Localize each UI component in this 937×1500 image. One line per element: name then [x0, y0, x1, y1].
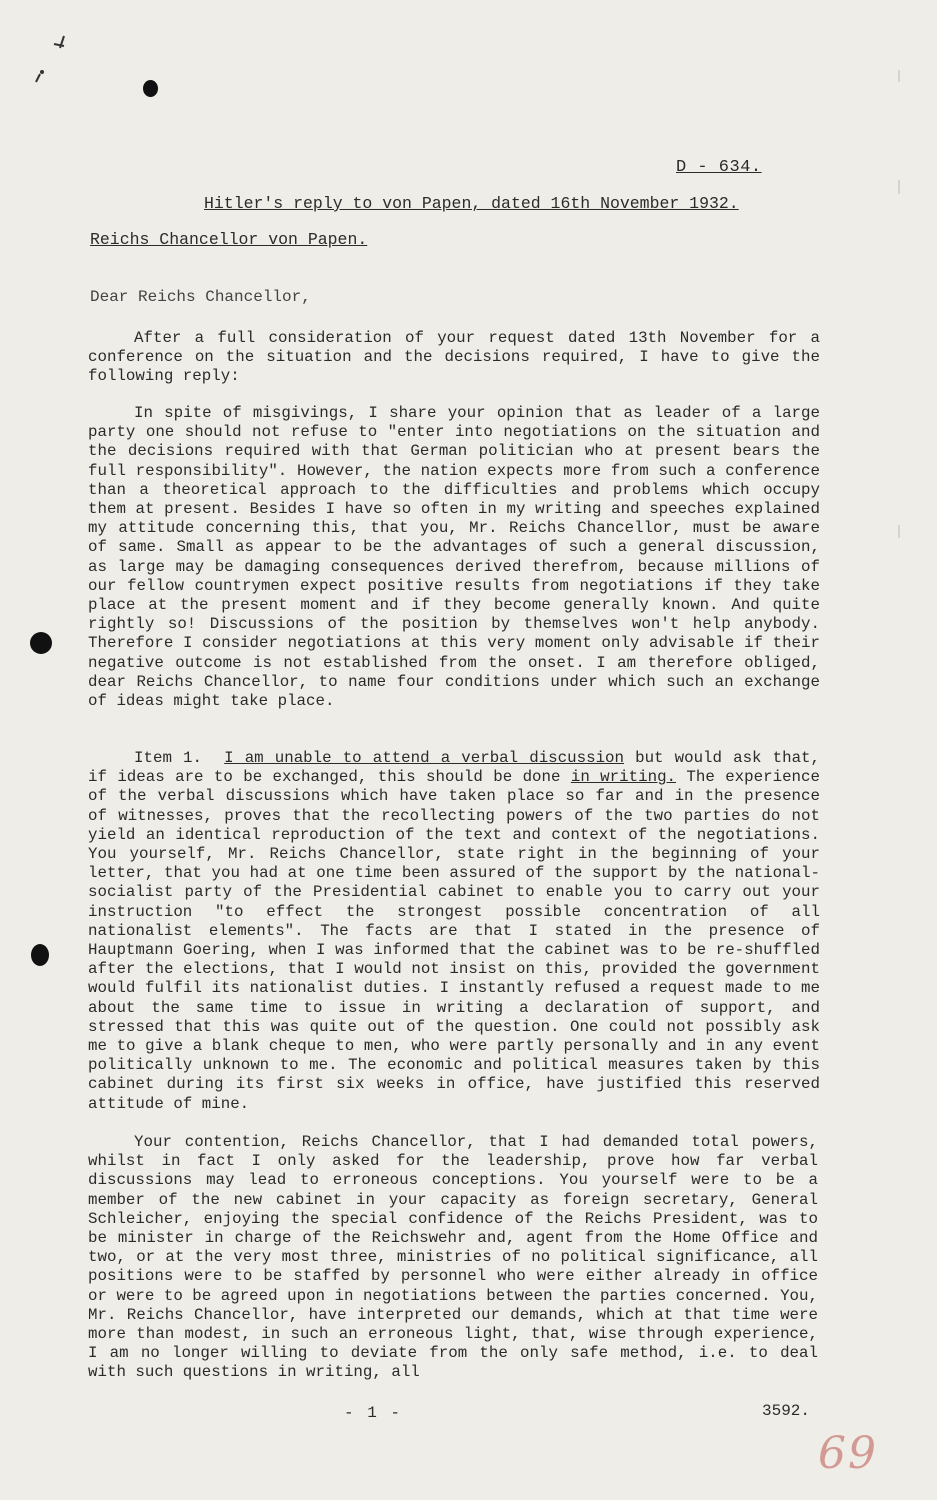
paragraph-text: The experience of the verbal discussions which have taken place so far and in the presence of witnesses, proves that the recollecting powers of the two parties do not yield an identical reproduction of the text and context of the negotiations. You yourself, Mr. Reichs Chancellor, state right in the beginning of your letter, that you had at one time been assured of the support by the national-socialist party of the Presidential cabinet to enable you to carry out your instruction "to effect the strongest possible concentration of all nationalist elements". The facts are that I stated in the presence of Hauptmann Goering, when I was informed that the cabinet was to be re-shuffled after the elections, that I would not insist on this, provided the government would fulfil its nationalist duties. I instantly refused a request made to me about the same time to issue in writing a declaration of support, and stressed that this was quite out of the question. One could not possibly ask me to give a blank cheque to men, who were partly personally and in any event politically unknown to me. The economic and political measures taken by this cabinet during its first six weeks in office, have justified this reserved attitude of mine.: [88, 768, 821, 1113]
item-label: Item 1.: [134, 749, 202, 767]
punch-hole: [143, 80, 158, 97]
paragraph-4: Your contention, Reichs Chancellor, that I had demanded total powers, whilst in fact I only asked for the leadership, prove how far verbal discussions may lead to erroneous conceptions. You yourself were to be a member of the new cabinet in your capacity as foreign secretary, General Schleicher, enjoying the special confidence of the Reichs President, was to be minister in charge of the Reichswehr and, agent from the Home Office and two, or at the very most three, ministries of no political significance, all positions were to be staffed by personnel who were either already in office or were to be agreed upon in negotiations between the parties concerned. You, Mr. Reichs Chancellor, have interpreted our demands, which at that time were more than modest, in such an erroneous light, that, wise through experience, I am no longer willing to deviate from the only safe method, i.e. to deal with such questions in writing, all: [88, 1133, 818, 1382]
document-title: Hitler's reply to von Papen, dated 16th November 1932.: [204, 194, 739, 213]
pencil-mark-icon: [30, 30, 80, 90]
paragraph-3: [88, 749, 820, 1114]
punch-hole: [30, 632, 52, 654]
underlined-phrase: in writing.: [570, 768, 677, 787]
paragraph-1: After a full consideration of your request dated 13th November for a conference on the situation and the decisions required, I have to give the following reply:: [88, 329, 820, 386]
salutation: Dear Reichs Chancellor,: [90, 288, 311, 306]
underlined-phrase: I am unable to attend a verbal discussion: [224, 749, 625, 767]
page-number: - 1 -: [344, 1404, 403, 1422]
handwritten-annotation: 69: [818, 1428, 878, 1479]
edge-tick-marks: [894, 60, 904, 1360]
reference-number: 3592.: [762, 1402, 811, 1420]
paragraph-text: but would ask that, if ideas are to be exchanged, this should be done: [88, 749, 821, 787]
addressee: Reichs Chancellor von Papen.: [90, 230, 368, 249]
punch-hole: [31, 944, 49, 966]
paragraph-2: In spite of misgivings, I share your opinion that as leader of a large party one should not refuse to "enter into negotiations on the situation and the decisions required with that German politician who at present bears the full responsibility". However, the nation expects more from such a conference than a theoretical approach to the difficulties and problems which occupy them at present. Besides I have so often in my writing and speeches explained my attitude concerning this, that you, Mr. Reichs Chancellor, must be aware of same. Small as appear to be the advantages of such a general discussion, as large may be damaging consequences derived therefrom, because millions of our fellow countrymen expect positive results from negotiations if they take place at the present moment and if they become generally known. And quite rightly so! Discussions of the position by themselves won't help anybody. Therefore I consider negotiations at this very moment only advisable if their negative outcome is not established from the onset. I am therefore obliged, dear Reichs Chancellor, to name four conditions under which such an exchange of ideas might take place.: [88, 404, 820, 711]
document-number: D - 634.: [676, 158, 762, 177]
